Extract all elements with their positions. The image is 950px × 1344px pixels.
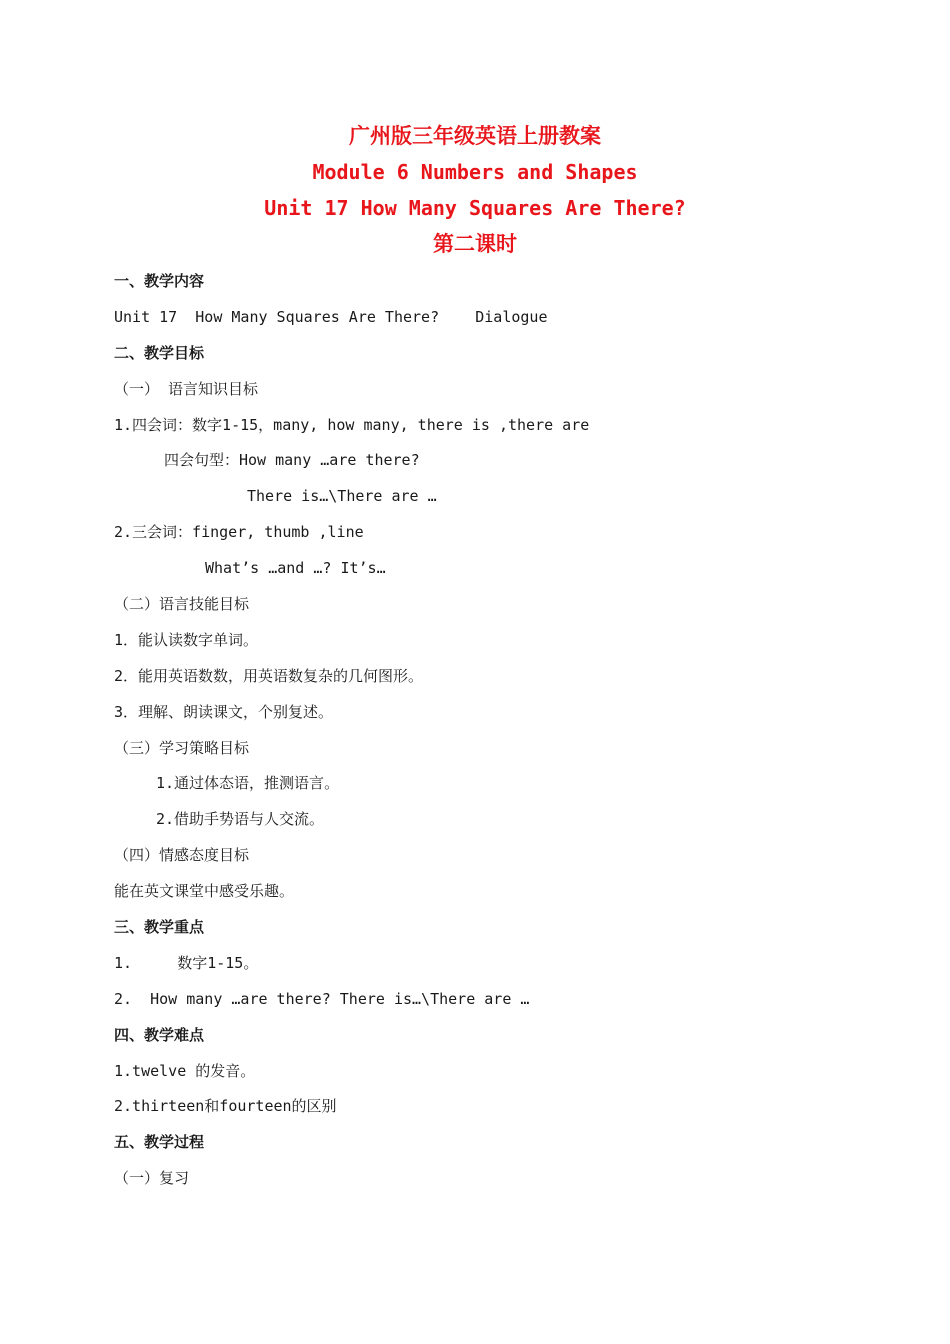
body-line: 四会句型：How many …are there? [164, 451, 420, 470]
body-line: 1. 数字1-15。 [114, 953, 259, 972]
document-title [0, 118, 950, 262]
title-chinese: 广州版三年级英语上册教案 [349, 123, 601, 148]
body-line: 2.thirteen和fourteen的区别 [114, 1097, 337, 1116]
section-heading-content: 一、教学内容 [114, 272, 205, 290]
body-line: What’s …and …? It’s… [205, 559, 386, 578]
body-line: 2. How many …are there? There is…\There are … [114, 989, 530, 1008]
subheading-skills: （二）语言技能目标 [114, 595, 250, 614]
section-heading-objectives: 二、教学目标 [114, 343, 205, 362]
title-lesson: 第二课时 [433, 231, 517, 256]
subheading-knowledge: （一） 语言知识目标 [114, 379, 259, 398]
body-line: 能在英文课堂中感受乐趣。 [114, 882, 295, 901]
title-unit: Unit 17 How Many Squares Are There? [264, 196, 686, 220]
subheading-attitude: （四）情感态度目标 [114, 846, 250, 865]
subheading-strategy: （三）学习策略目标 [114, 738, 250, 757]
document-body [114, 264, 874, 1197]
title-module: Module 6 Numbers and Shapes [312, 160, 638, 184]
body-line: 2.三会词：finger, thumb ,line [114, 523, 364, 542]
section-heading-key-points: 三、教学重点 [114, 918, 205, 937]
section-heading-difficulties: 四、教学难点 [114, 1025, 205, 1044]
body-line: Unit 17 How Many Squares Are There? Dialogue [114, 307, 548, 326]
body-line: There is…\There are … [247, 487, 437, 506]
body-line: 1.twelve 的发音。 [114, 1061, 256, 1080]
body-line: 1．能认读数字单词。 [114, 630, 259, 649]
section-heading-process: 五、教学过程 [114, 1133, 205, 1152]
body-line: 2．能用英语数数，用英语数复杂的几何图形。 [114, 666, 424, 685]
body-line: 1.通过体态语，推测语言。 [156, 774, 340, 793]
body-line: 3．理解、朗读课文，个别复述。 [114, 702, 334, 721]
body-line: 2.借助手势语与人交流。 [156, 810, 325, 829]
subheading-review: （一）复习 [114, 1169, 190, 1188]
body-line: 1.四会词：数字1-15，many, how many, there is ,there are [114, 415, 590, 434]
